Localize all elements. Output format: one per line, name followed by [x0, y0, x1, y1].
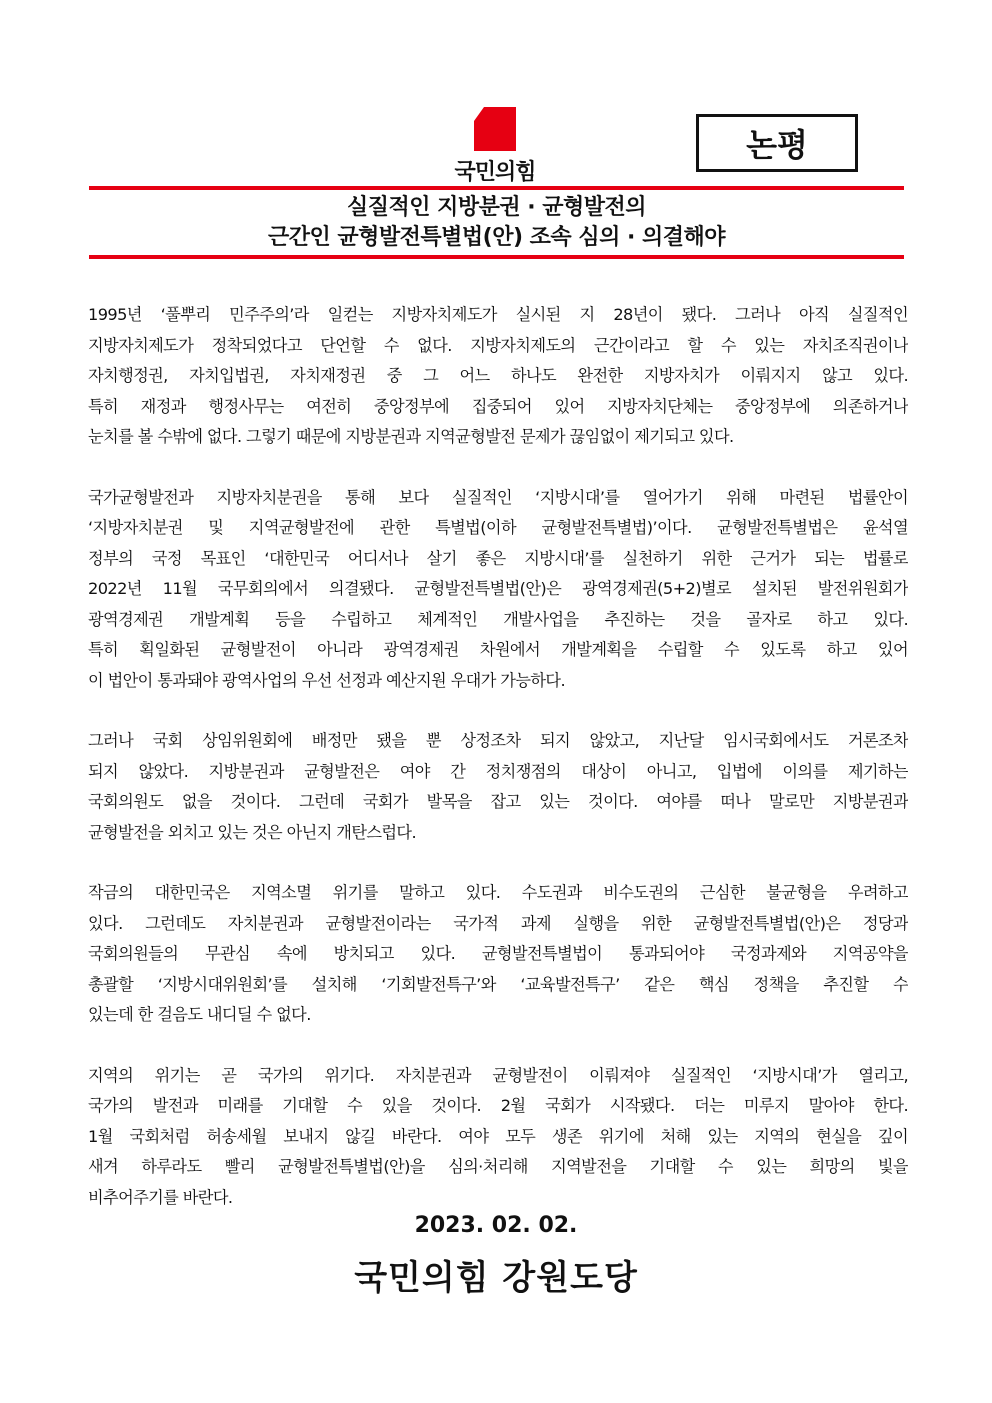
party-logo-text: 국민의힘	[454, 160, 536, 185]
paragraph	[88, 483, 908, 697]
headline-line-2: 근간인 균형발전특별법(안) 조속 심의 · 의결해야	[267, 225, 726, 250]
paragraph-line: 1월 국회처럼 허송세월 보내지 않길 바란다. 여야 모두 생존 위기에 처해 있는 지역의 현실을 깊이	[88, 1126, 908, 1146]
doc-type-box: 논평	[696, 114, 858, 172]
party-logo-icon	[474, 107, 516, 151]
paragraph-line: 정부의 국정 목표인 ‘대한민국 어디서나 살기 좋은 지방시대’를 실천하기 위한 근거가 되는 법률로	[88, 548, 908, 568]
paragraph-line: 있다. 그런데도 자치분권과 균형발전이라는 국가적 과제 실행을 위한 균형발전특별법(안)은 정당과	[88, 913, 908, 933]
headline-top-rule	[89, 186, 904, 190]
paragraph-line: 2022년 11월 국무회의에서 의결됐다. 균형발전특별법(안)은 광역경제권(5+2)별로 설치된 발전위원회가	[88, 579, 908, 598]
paragraph-line: 1995년 ‘풀뿌리 민주주의’라 일컫는 지방자치제도가 실시된 지 28년이 됐다. 그러나 아직 실질적인	[88, 305, 908, 324]
paragraph-line: 그러나 국회 상임위원회에 배정만 됐을 뿐 상정조차 되지 않았고, 지난달 임시국회에서도 거론조차	[88, 731, 908, 750]
paragraph-line: 총괄할 ‘지방시대위원회’를 설치해 ‘기회발전특구’와 ‘교육발전특구’ 같은 핵심 정책을 추진할 수	[88, 974, 908, 994]
paragraph-line: 새겨 하루라도 빨리 균형발전특별법(안)을 심의·처리해 지역발전을 기대할 수 있는 희망의 빛을	[88, 1157, 908, 1176]
paragraph-line: 비추어주기를 바란다.	[88, 1187, 233, 1207]
paragraph-line: 국회의원들의 무관심 속에 방치되고 있다. 균형발전특별법이 통과되어야 국정과제와 지역공약을	[88, 944, 908, 963]
paragraph-line: 지방자치제도가 정착되었다고 단언할 수 없다. 지방자치제도의 근간이라고 할 수 있는 자치조직권이나	[88, 335, 908, 355]
paragraph-line: 되지 않았다. 지방분권과 균형발전은 여야 간 정치쟁점의 대상이 아니고, 입법에 이의를 제기하는	[88, 761, 908, 781]
paragraph-line: 눈치를 볼 수밖에 없다. 그렇기 때문에 지방분권과 지역균형발전 문제가 끊임없이 제기되고 있다.	[88, 427, 734, 446]
paragraph-line: 지역의 위기는 곧 국가의 위기다. 자치분권과 균형발전이 이뤄져야 실질적인 ‘지방시대’가 열리고,	[88, 1065, 908, 1085]
paragraph-line: 작금의 대한민국은 지역소멸 위기를 말하고 있다. 수도권과 비수도권의 근심한 불균형을 우려하고	[88, 883, 908, 902]
paragraph	[88, 878, 908, 1031]
release-date: 2023. 02. 02.	[414, 1213, 578, 1238]
organization-name: 국민의힘 강원도당	[354, 1258, 638, 1298]
paragraph	[88, 1061, 908, 1214]
paragraph-line: 국가의 발전과 미래를 기대할 수 있을 것이다. 2월 국회가 시작됐다. 더는 미루지 말아야 한다.	[88, 1096, 908, 1115]
article-body	[88, 300, 908, 1243]
paragraph-line: 특히 재정과 행정사무는 여전히 중앙정부에 집중되어 있어 지방자치단체는 중앙정부에 의존하거나	[88, 396, 908, 416]
paragraph-line: 특히 획일화된 균형발전이 아니라 광역경제권 차원에서 개발계획을 수립할 수 있도록 하고 있어	[88, 640, 908, 659]
paragraph-line: 국가균형발전과 지방자치분권을 통해 보다 실질적인 ‘지방시대’를 열어가기 위해 마련된 법률안이	[88, 487, 908, 507]
paragraph	[88, 726, 908, 848]
paragraph-line: 국회의원도 없을 것이다. 그런데 국회가 발목을 잡고 있는 것이다. 여야를 떠나 말로만 지방분권과	[88, 792, 908, 811]
headline	[89, 193, 904, 253]
paragraph-line: 있는데 한 걸음도 내디딜 수 없다.	[88, 1005, 311, 1024]
party-logo	[445, 105, 545, 185]
headline-bottom-rule	[89, 255, 904, 259]
paragraph-line: 자치행정권, 자치입법권, 자치재정권 중 그 어느 하나도 완전한 지방자치가 이뤄지지 않고 있다.	[88, 366, 908, 385]
paragraph-line: 광역경제권 개발계획 등을 수립하고 체계적인 개발사업을 추진하는 것을 골자로 하고 있다.	[88, 609, 908, 629]
headline-line-1: 실질적인 지방분권 · 균형발전의	[346, 195, 647, 220]
paragraph-line: 이 법안이 통과돼야 광역사업의 우선 선정과 예산지원 우대가 가능하다.	[88, 670, 565, 690]
paragraph-line: ‘지방자치분권 및 지역균형발전에 관한 특별법(이하 균형발전특별법)’이다. 균형발전특별법은 윤석열	[88, 518, 908, 537]
paragraph	[88, 300, 908, 453]
paragraph-line: 균형발전을 외치고 있는 것은 아닌지 개탄스럽다.	[88, 822, 417, 842]
